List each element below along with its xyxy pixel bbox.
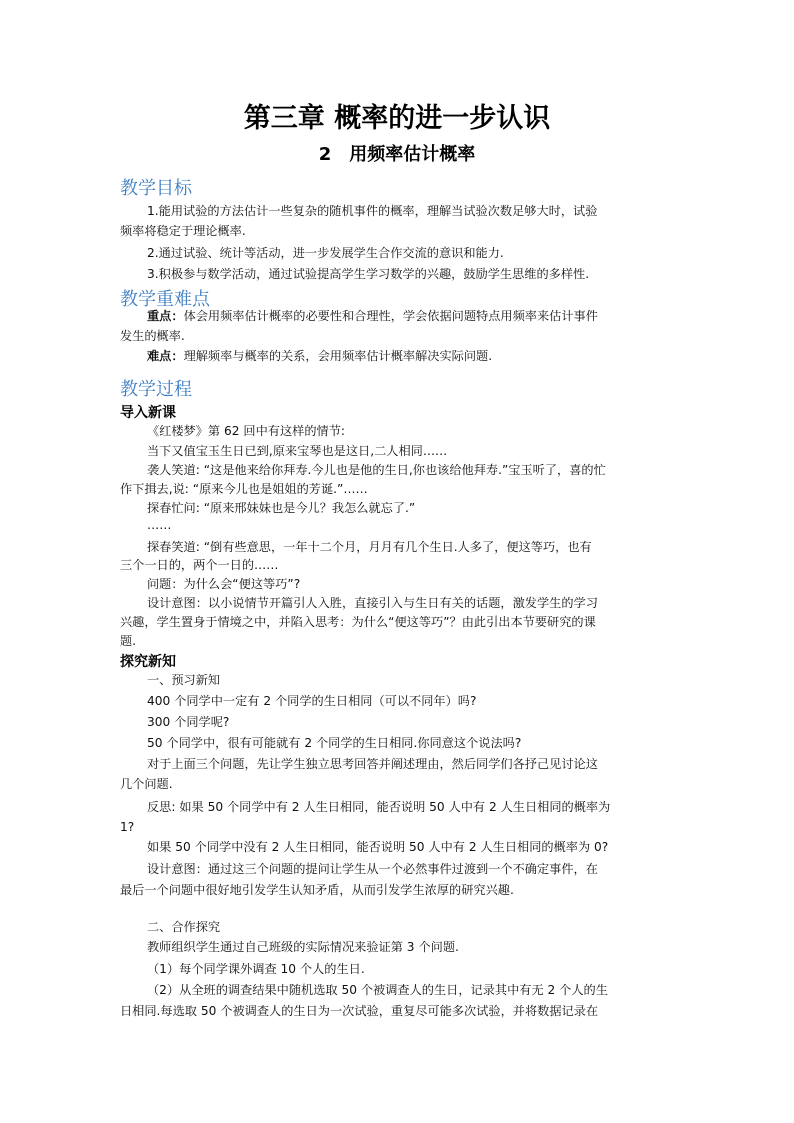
difficulty-label: 难点：: [147, 349, 184, 363]
explore-line-1: 一、预习新知: [147, 673, 221, 687]
cooperate-line-3: （1）每个同学课外调查 10 个人的生日.: [147, 962, 365, 976]
heading-key-points: 教学重难点: [120, 289, 210, 310]
heading-teaching-process: 教学过程: [120, 379, 192, 400]
goal-1-line-2: 频率将稳定于理论概率.: [120, 224, 246, 238]
intro-line-7: 问题：为什么会“便这等巧”?: [147, 577, 301, 591]
cooperate-line-1: 二、合作探究: [147, 920, 221, 934]
keypoint-line-2: 发生的概率.: [120, 329, 185, 343]
intro-line-3b: 作下揖去,说: “原来今儿也是姐姐的芳诞.”……: [120, 482, 368, 496]
explore-line-8b: 最后一个问题中很好地引发学生认知矛盾，从而引发学生浓厚的研究兴趣.: [120, 883, 514, 897]
explore-line-4: 50 个同学中，很有可能就有 2 个同学的生日相同.你同意这个说法吗?: [147, 736, 522, 750]
cooperate-line-4a: （2）从全班的调查结果中随机选取 50 个被调查人的生日，记录其中有无 2 个人的生: [147, 983, 608, 997]
intro-line-3a: 袭人笑道: “这是他来给你拜寿.今儿也是他的生日,你也该给他拜寿.”宝玉听了，喜的忙: [147, 463, 606, 477]
keypoint-line-1: [147, 308, 680, 324]
subheading-intro: 导入新课: [120, 405, 176, 421]
explore-line-7: 如果 50 个同学中没有 2 人生日相同，能否说明 50 人中有 2 人生日相同的概率为 0?: [147, 840, 609, 854]
explore-line-3: 300 个同学呢?: [147, 715, 230, 729]
intro-line-6b: 三个一日的，两个一日的……: [120, 558, 279, 572]
goal-1-line-1: 1.能用试验的方法估计一些复杂的随机事件的概率，理解当试验次数足够大时，试验: [147, 204, 598, 218]
section-name: 用频率估计概率: [349, 144, 476, 165]
intro-line-2: 当下又值宝玉生日已到,原来宝琴也是这日,二人相同……: [147, 444, 448, 458]
intro-line-1: 《红楼梦》第 62 回中有这样的情节:: [147, 424, 345, 438]
explore-line-6a: 反思: 如果 50 个同学中有 2 人生日相同，能否说明 50 人中有 2 人生日相同的概率为: [147, 800, 611, 814]
keypoint-text: 体会用频率估计概率的必要性和合理性，学会依据问题特点用频率来估计事件: [183, 309, 598, 323]
intro-line-6a: 探春笑道: “倒有些意思，一年十二个月，月月有几个生日.人多了，便这等巧，也有: [147, 540, 592, 554]
explore-line-5b: 几个问题.: [120, 777, 173, 791]
section-number: 2: [318, 144, 332, 165]
explore-line-6b: 1?: [120, 820, 135, 834]
keypoint-label: 重点：: [147, 309, 184, 323]
intro-line-4: 探春忙问: “原来邢妹妹也是今儿？我怎么就忘了.”: [147, 501, 416, 515]
cooperate-line-4b: 日相同.每选取 50 个被调查人的生日为一次试验，重复尽可能多次试验，并将数据记录在: [120, 1004, 599, 1018]
intro-line-8c: 题.: [120, 634, 137, 648]
intro-line-8a: 设计意图：以小说情节开篇引人入胜，直接引入与生日有关的话题，激发学生的学习: [147, 596, 598, 610]
intro-line-8b: 兴趣，学生置身于情境之中，并陷入思考：为什么“便这等巧”？由此引出本节要研究的课: [120, 615, 596, 629]
explore-line-5a: 对于上面三个问题，先让学生独立思考回答并阐述理由，然后同学们各抒己见讨论这: [147, 757, 598, 771]
section-title: [0, 140, 794, 166]
cooperate-line-2: 教师组织学生通过自己班级的实际情况来验证第 3 个问题.: [147, 940, 459, 954]
goal-2: 2.通过试验、统计等活动，进一步发展学生合作交流的意识和能力.: [147, 246, 504, 260]
subheading-explore: 探究新知: [120, 654, 176, 670]
explore-line-8a: 设计意图：通过这三个问题的提问让学生从一个必然事件过渡到一个不确定事件，在: [147, 862, 598, 876]
explore-line-2: 400 个同学中一定有 2 个同学的生日相同（可以不同年）吗?: [147, 694, 477, 708]
difficulty-text: 理解频率与概率的关系，会用频率估计概率解决实际问题.: [183, 349, 493, 363]
goal-3: 3.积极参与数学活动，通过试验提高学生学习数学的兴趣，鼓励学生思维的多样性.: [147, 267, 590, 281]
heading-teaching-goals: 教学目标: [120, 178, 192, 199]
difficulty-line: [147, 348, 680, 364]
intro-line-5: ……: [147, 518, 172, 532]
chapter-title: 第三章 概率的进一步认识: [243, 103, 551, 134]
